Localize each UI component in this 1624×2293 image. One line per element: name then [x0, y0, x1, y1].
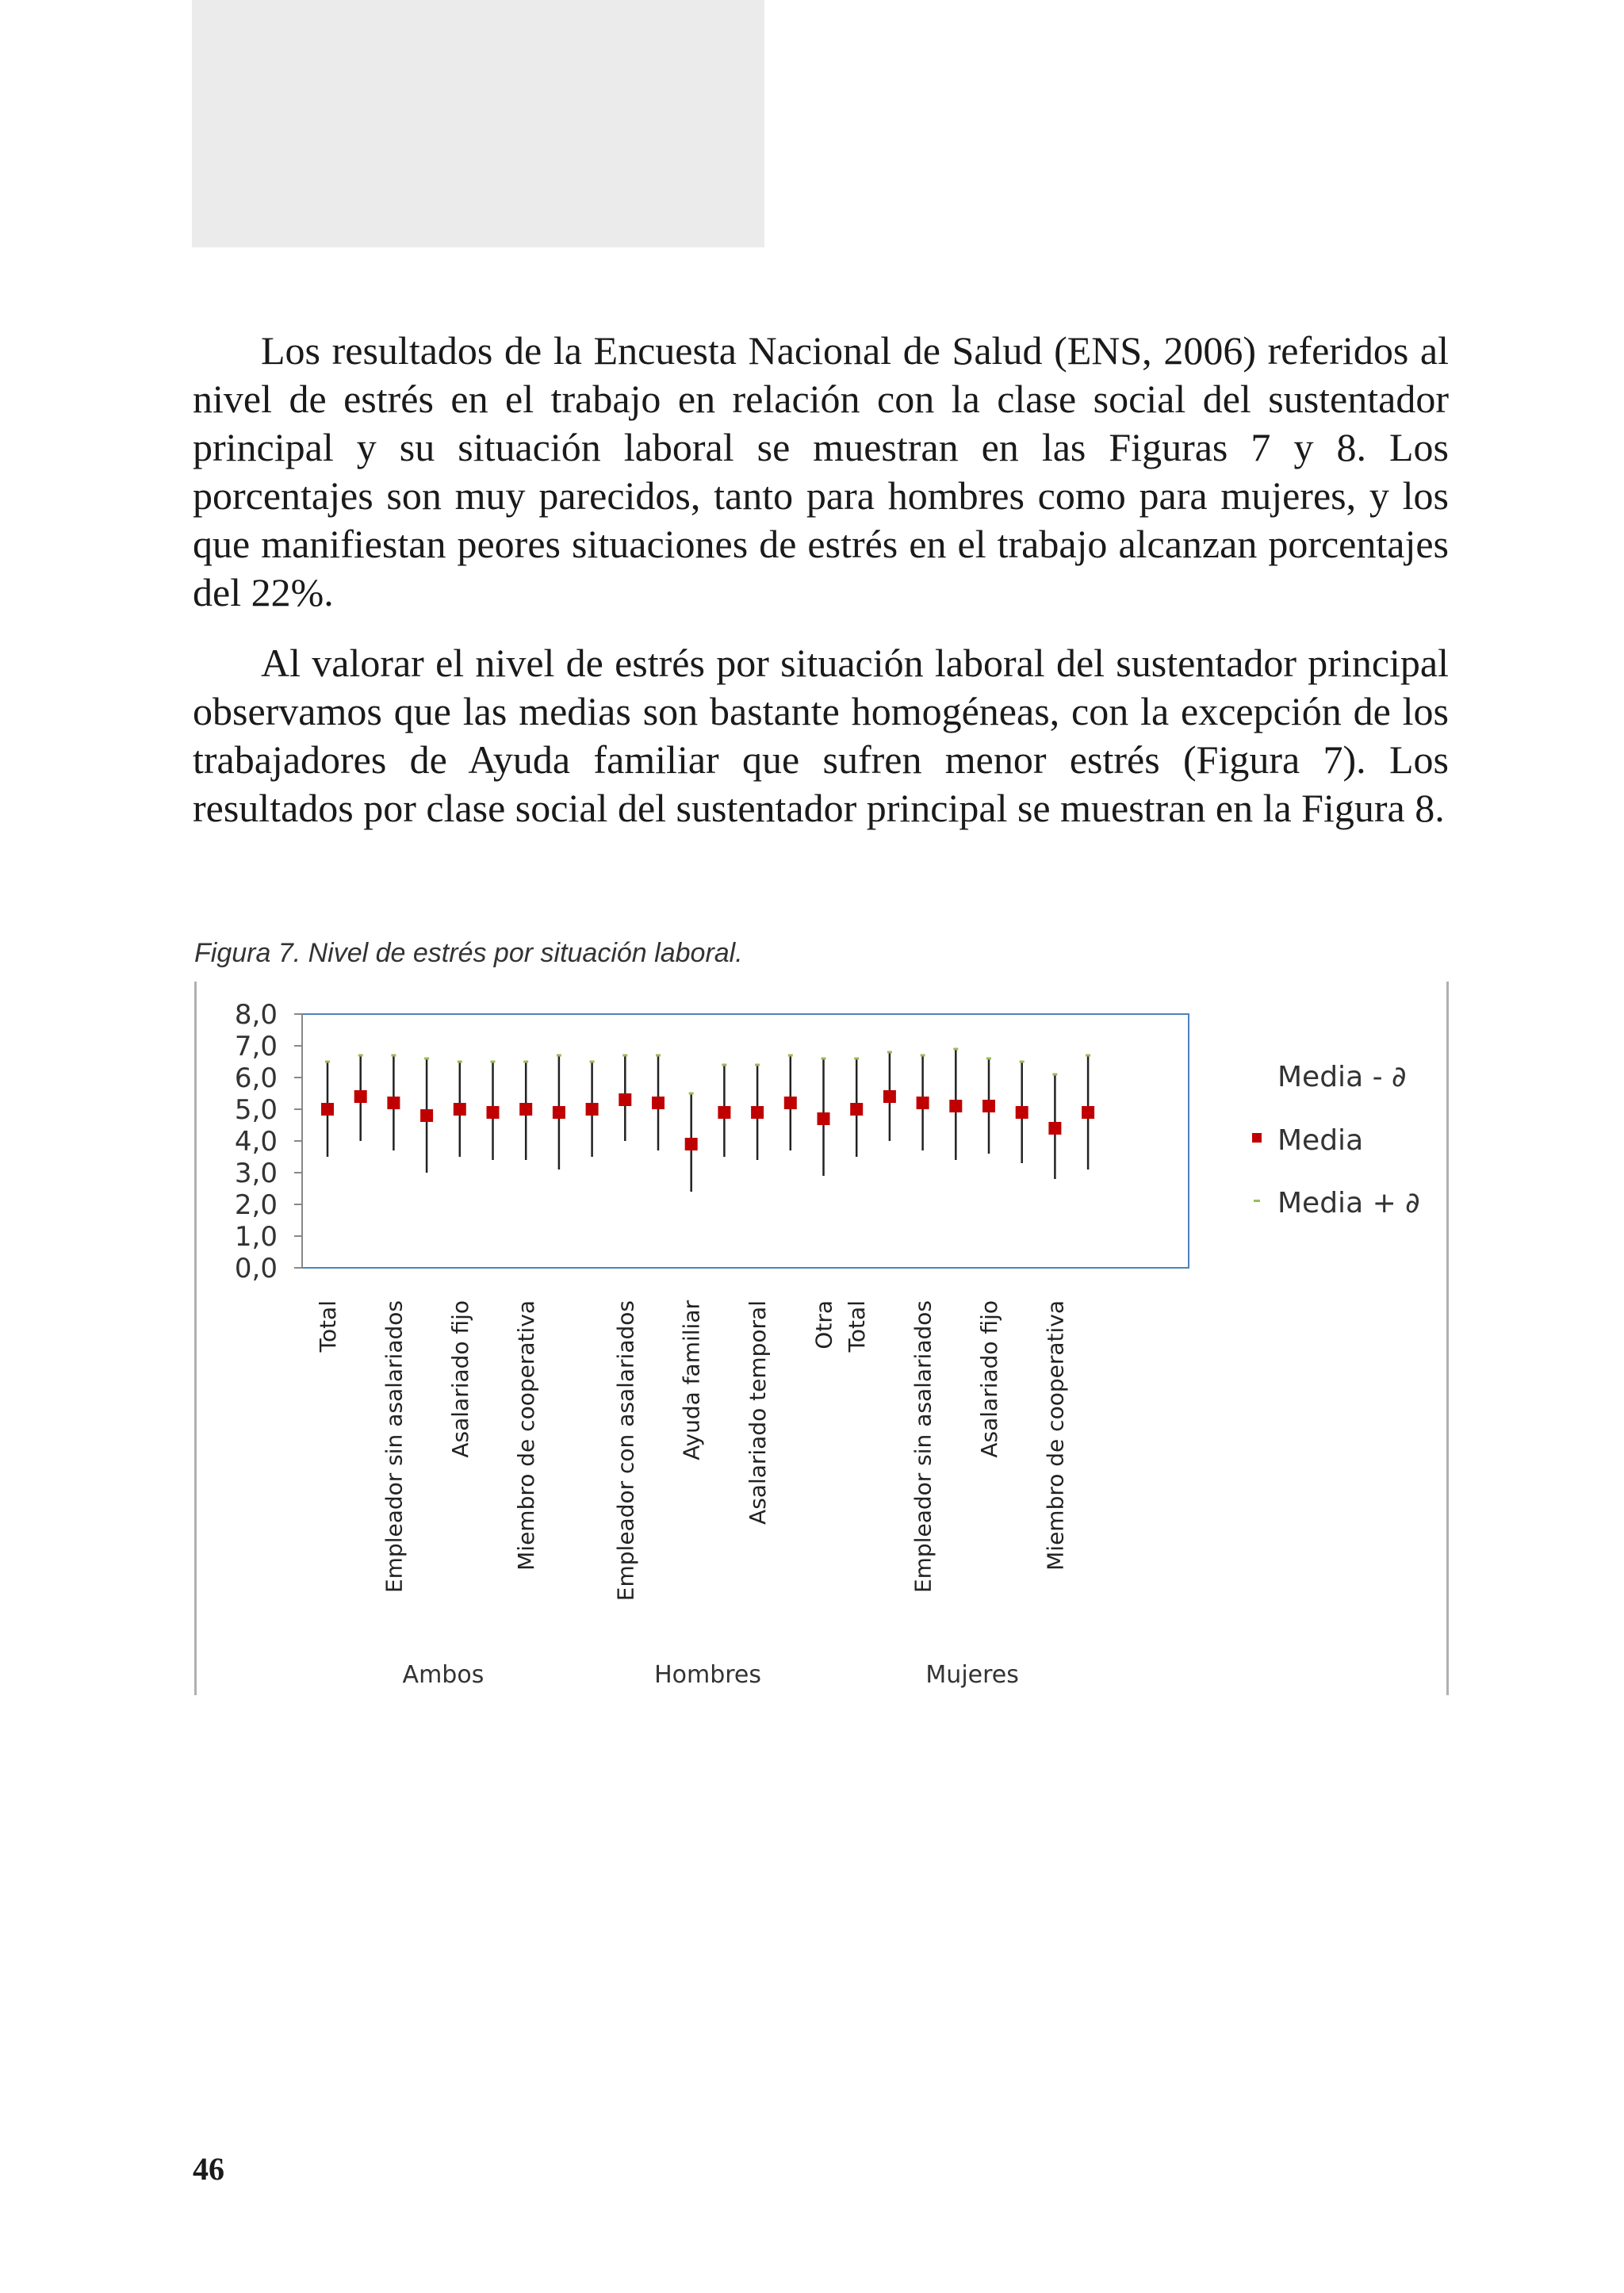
legend-label: Media - ∂	[1277, 1061, 1407, 1093]
upper-marker	[755, 1064, 760, 1066]
mean-marker	[619, 1093, 631, 1106]
mean-marker	[1048, 1122, 1061, 1135]
mean-marker	[420, 1109, 433, 1122]
x-category-label: Miembro de cooperativa	[513, 1300, 540, 1571]
x-category-label: Asalariado temporal	[745, 1300, 772, 1525]
x-category-label: Total	[844, 1300, 871, 1353]
upper-marker	[986, 1058, 991, 1060]
legend-label: Media + ∂	[1277, 1187, 1420, 1219]
paragraph-2: Al valorar el nivel de estrés por situación laboral del sustentador principal observamos que las medias son bastante homogéneas, con la excepción de los trabajadores de Ayuda familiar que sufren menor estrés (Figura 7). Los resultados por clase social del sustentador principal se muestran en la Figura 8.	[193, 641, 1449, 830]
y-tick-label: 0,0	[234, 1253, 278, 1284]
figure-caption: Figura 7. Nivel de estrés por situación laboral.	[194, 938, 743, 968]
mean-marker	[917, 1097, 929, 1109]
mean-marker	[818, 1112, 830, 1125]
mean-marker	[487, 1106, 500, 1119]
mean-marker	[387, 1097, 400, 1109]
group-label: Hombres	[654, 1661, 762, 1689]
x-category-label: Miembro de cooperativa	[1042, 1300, 1069, 1571]
mean-marker	[982, 1100, 995, 1112]
x-category-label: Otra	[810, 1300, 837, 1349]
x-category-label: Empleador sin asalariados	[381, 1300, 408, 1594]
x-category-label: Empleador con asalariados	[612, 1300, 639, 1602]
x-category-label: Asalariado fijo	[446, 1300, 473, 1458]
upper-marker	[656, 1055, 661, 1057]
mean-marker	[454, 1103, 466, 1116]
y-tick-label: 4,0	[234, 1126, 278, 1158]
paragraph-1: Los resultados de la Encuesta Nacional de Salud (ENS, 2006) referidos al nivel de estrés en el trabajo en relación con la clase social del sustentador principal y su situación laboral se muestran en las Figuras 7 y 8. Los porcentajes son muy parecidos, tanto para hombres como para mujeres, y los que manifiestan peores situaciones de estrés en el trabajo alcanzan porcentajes del 22%.	[193, 328, 1449, 614]
mean-marker	[751, 1106, 764, 1119]
group-label: Mujeres	[925, 1661, 1019, 1689]
upper-marker	[788, 1055, 793, 1057]
y-tick-label: 6,0	[234, 1062, 278, 1094]
x-category-label: Ayuda familiar	[678, 1300, 705, 1460]
mean-marker	[718, 1106, 730, 1119]
upper-marker	[523, 1061, 528, 1063]
group-label: Ambos	[402, 1661, 485, 1689]
upper-marker	[887, 1051, 892, 1054]
x-category-label: Total	[315, 1300, 341, 1353]
x-category-label: Asalariado fijo	[976, 1300, 1002, 1458]
y-tick-label: 7,0	[234, 1031, 278, 1062]
upper-marker	[557, 1055, 561, 1057]
upper-marker	[921, 1055, 925, 1057]
upper-marker	[1052, 1074, 1057, 1076]
y-tick-label: 3,0	[234, 1158, 278, 1189]
mean-marker	[685, 1138, 698, 1150]
upper-marker	[1020, 1061, 1025, 1063]
y-tick-label: 2,0	[234, 1189, 278, 1221]
x-category-label: Empleador sin asalariados	[910, 1300, 936, 1594]
upper-marker	[1086, 1055, 1090, 1057]
upper-marker	[953, 1048, 958, 1051]
upper-marker	[722, 1064, 726, 1066]
y-tick-label: 5,0	[234, 1094, 278, 1126]
upper-marker	[854, 1058, 859, 1060]
legend-mean-swatch	[1252, 1133, 1262, 1143]
legend-upper-swatch	[1254, 1200, 1260, 1202]
upper-marker	[391, 1055, 396, 1057]
upper-marker	[458, 1061, 462, 1063]
legend-label: Media	[1277, 1124, 1364, 1157]
page-number: 46	[193, 2151, 224, 2187]
mean-marker	[949, 1100, 962, 1112]
mean-marker	[883, 1090, 896, 1103]
upper-marker	[424, 1058, 429, 1060]
mean-marker	[1082, 1106, 1094, 1119]
mean-marker	[519, 1103, 532, 1116]
upper-marker	[622, 1055, 627, 1057]
mean-marker	[850, 1103, 863, 1116]
upper-marker	[358, 1055, 363, 1057]
mean-marker	[553, 1106, 565, 1119]
mean-marker	[321, 1103, 334, 1116]
y-tick-label: 1,0	[234, 1221, 278, 1253]
y-tick-label: 8,0	[234, 999, 278, 1031]
mean-marker	[586, 1103, 599, 1116]
upper-marker	[491, 1061, 496, 1063]
mean-marker	[784, 1097, 797, 1109]
upper-marker	[590, 1061, 595, 1063]
mean-marker	[354, 1090, 367, 1103]
upper-marker	[689, 1093, 694, 1095]
upper-marker	[822, 1058, 826, 1060]
upper-marker	[325, 1061, 330, 1063]
mean-marker	[1016, 1106, 1028, 1119]
mean-marker	[652, 1097, 665, 1109]
